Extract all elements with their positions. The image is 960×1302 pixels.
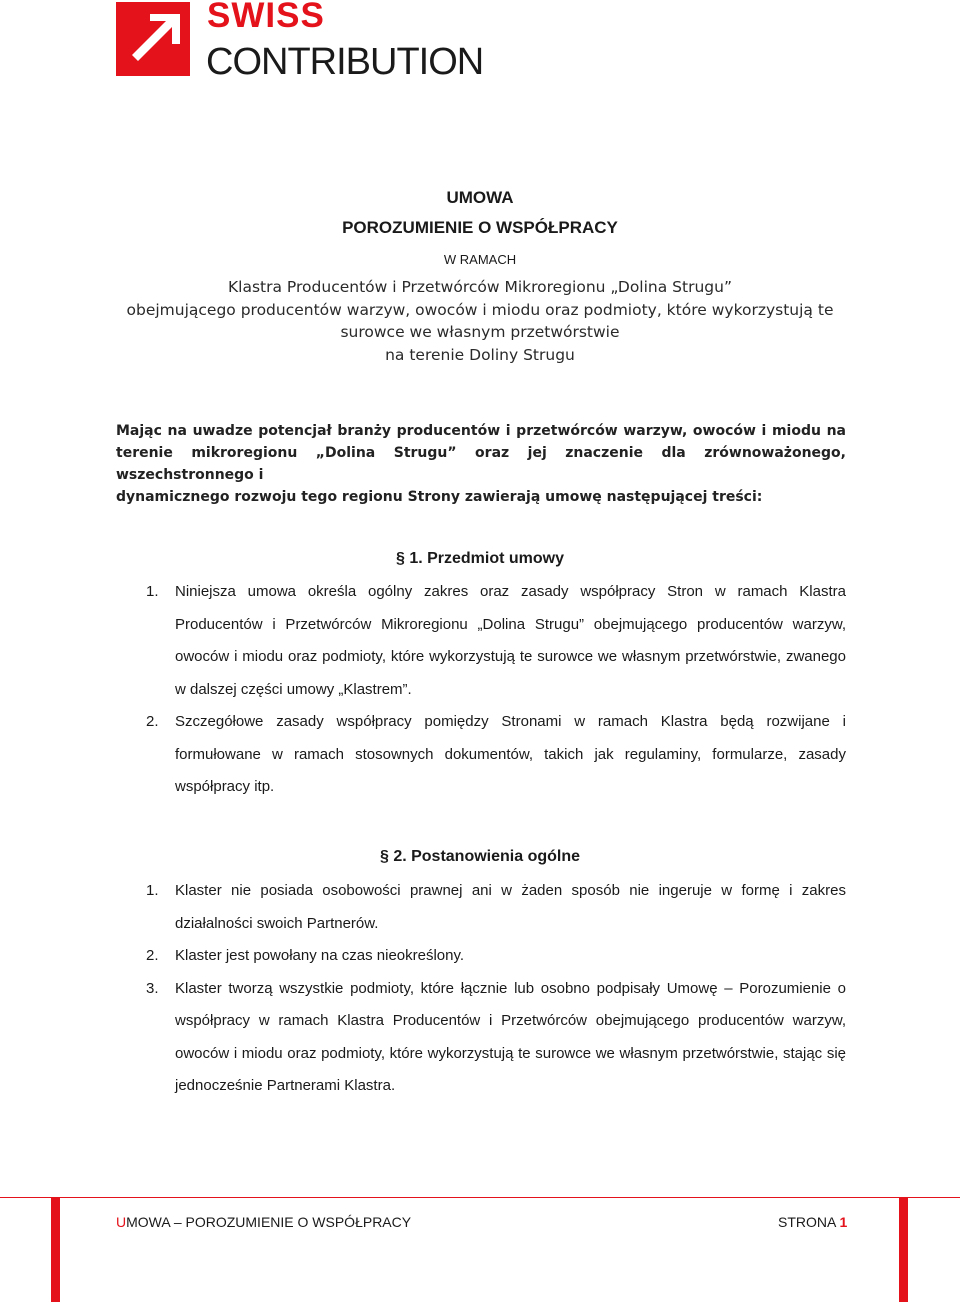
section-heading: § 1. Przedmiot umowy [395,550,565,567]
scope-line: na terenie Doliny Strugu [385,345,575,364]
item-number: 2. [146,947,159,964]
item-text: Klaster jest powołany na czas nieokreślony. [175,947,465,964]
section-2-list [146,875,846,1103]
item-text: Szczegółowe zasady współpracy pomiędzy Stronami w ramach Klastra będą rozwijane i formułowane w ramach stosownych dokumentów, takich jak regulaminy, formularze, zasady współpracy itp. [175,713,846,795]
list-item [146,875,846,940]
logo-mark-icon [116,2,190,76]
section-1-list [146,576,846,804]
footer-page-indicator [778,1214,847,1230]
document-scope [0,276,960,366]
preamble [116,420,846,508]
list-item [146,576,846,706]
swiss-contribution-logo [116,2,496,82]
list-item [146,940,846,973]
item-text: Klaster tworzą wszystkie podmioty, które łącznie lub osobno podpisały Umowę – Porozumienie o współpracy w ramach Klastra Producentów i Przetwórców obejmującego producentów warzyw, owoców i miodu oraz podmioty, które wykorzystują te surowce we własnym przetwórstwie, stając się jednocześnie Partnerami Klastra. [175,979,846,1094]
footer-initial: U [116,1214,127,1230]
item-number: 2. [146,713,159,730]
section-heading: § 2. Postanowienia ogólne [379,848,581,865]
scope-line: obejmującego producentów warzyw, owoców i miodu oraz podmioty, które wykorzystują te [126,300,834,319]
document-subtitle-small: W RAMACH [443,252,517,267]
footer-right-bar [899,1197,908,1302]
scope-line: Klastra Producentów i Przetwórców Mikroregionu „Dolina Strugu” [228,278,732,296]
document-subtitle: POROZUMIENIE O WSPÓŁPRACY [342,218,618,237]
list-item [146,973,846,1103]
footer-title: MOWA – POROZUMIENIE O WSPÓŁPRACY [126,1214,412,1230]
item-text: Klaster nie posiada osobowości prawnej ani w żaden sposób nie ingeruje w formę i zakres działalności swoich Partnerów. [175,882,846,932]
logo-text-contribution: CONTRIBUTION [206,41,484,83]
scope-line: surowce we własnym przetwórstwie [340,323,620,341]
page-number: 1 [839,1214,848,1230]
logo-text-swiss: SWISS [207,0,325,35]
item-number: 1. [146,882,159,899]
footer-divider [0,1197,960,1198]
item-text: Niniejsza umowa określa ogólny zakres oraz zasady współpracy Stron w ramach Klastra Producentów i Przetwórców Mikroregionu „Dolina Strugu” obejmującego producentów warzyw, owoców i miodu oraz podmioty, które wykorzystują te surowce we własnym przetwórstwie, zwanego w dalszej części umowy „Klastrem”. [175,583,846,698]
preamble-text: Mając na uwadze potencjał branży producentów i przetwórców warzyw, owoców i miodu na terenie mikroregionu „Dolina Strugu” oraz jej znaczenie dla zrównoważonego, wszechstronnego i [116,423,846,483]
footer-document-name [116,1214,411,1230]
document-title: UMOWA [446,188,514,207]
footer-left-bar [51,1197,60,1302]
list-item [146,706,846,804]
item-number: 3. [146,979,159,997]
preamble-text-end: dynamicznego rozwoju tego regionu Strony zawierają umowę następującej treści: [116,489,763,505]
item-number: 1. [146,583,159,600]
arrow-mark-icon [116,2,190,76]
page-label: STRONA [778,1214,840,1230]
